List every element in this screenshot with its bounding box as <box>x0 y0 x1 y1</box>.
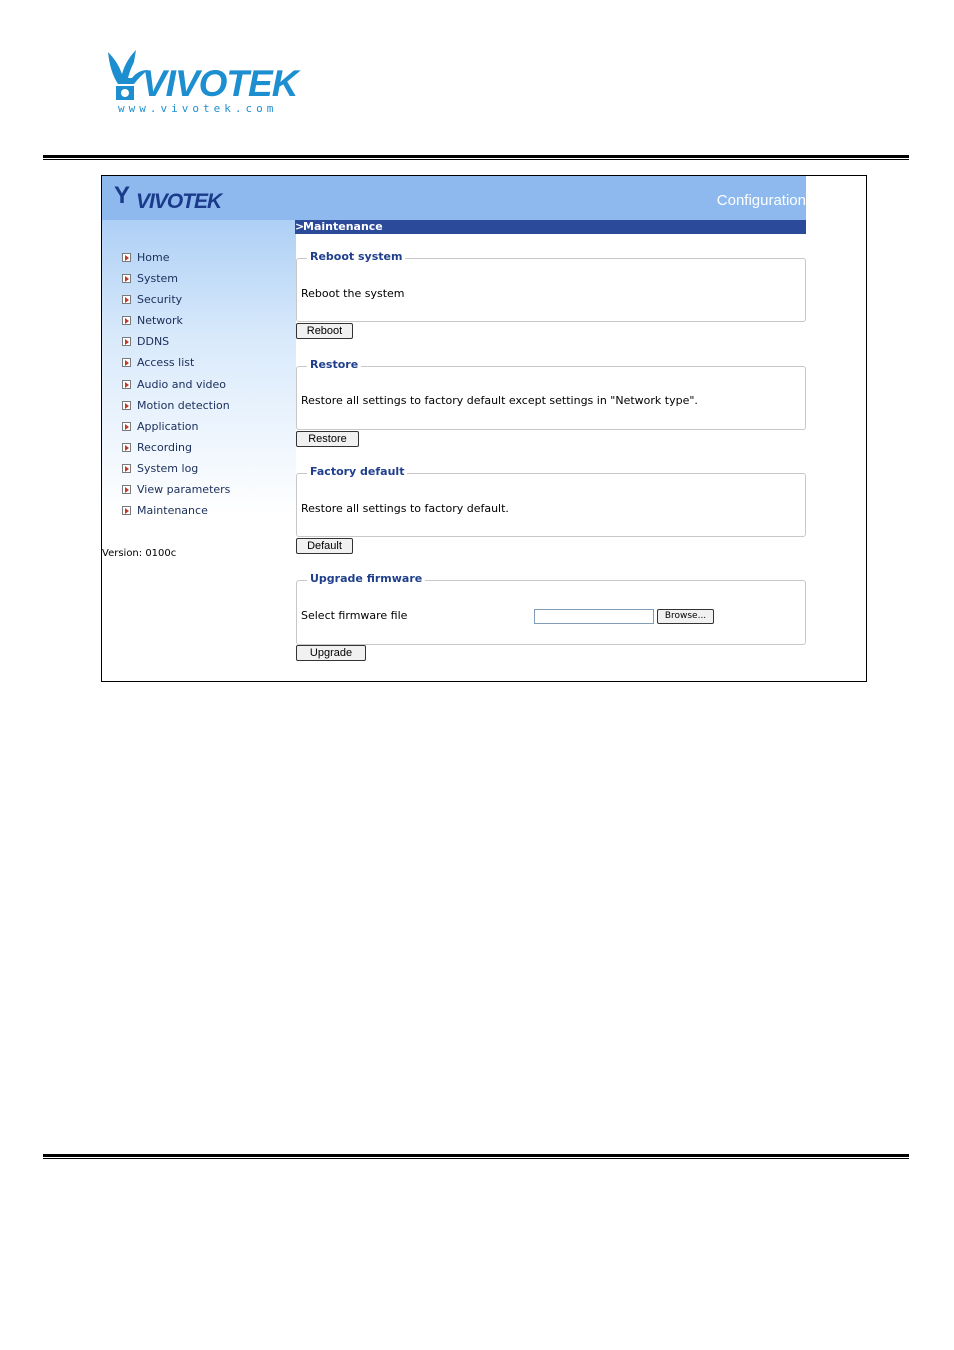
chevron-right-icon: > <box>295 220 305 233</box>
reboot-button[interactable]: Reboot <box>296 323 353 339</box>
restore-group <box>296 358 806 430</box>
arrow-bullet-icon <box>122 253 131 262</box>
arrow-bullet-icon <box>122 443 131 452</box>
restore-description: Restore all settings to factory default except settings in "Network type". <box>301 394 698 407</box>
page-logo-wordmark: VIVOTEK <box>142 63 298 104</box>
arrow-bullet-icon <box>122 485 131 494</box>
app-logo-wordmark: VIVOTEK <box>136 190 222 213</box>
sidebar <box>102 176 296 681</box>
arrow-bullet-icon <box>122 337 131 346</box>
header-bar <box>102 176 806 220</box>
upgrade-firmware-title: Upgrade firmware <box>307 572 425 585</box>
bottom-divider <box>43 1154 909 1159</box>
factory-default-group <box>296 465 806 537</box>
upgrade-firmware-group <box>296 572 806 645</box>
upgrade-button[interactable]: Upgrade <box>296 645 366 661</box>
section-title: Maintenance <box>303 220 383 233</box>
logo-bird-icon: Y <box>114 182 131 209</box>
arrow-bullet-icon <box>122 358 131 367</box>
restore-button[interactable]: Restore <box>296 431 359 447</box>
arrow-bullet-icon <box>122 464 131 473</box>
firmware-file-input[interactable] <box>534 609 654 624</box>
arrow-bullet-icon <box>122 401 131 410</box>
restore-title: Restore <box>307 358 361 371</box>
top-divider <box>43 155 909 160</box>
section-header <box>295 220 806 234</box>
app-logo <box>114 182 244 214</box>
browse-button[interactable]: Browse... <box>657 609 714 624</box>
page-logo-url: www.vivotek.com <box>118 102 278 115</box>
vivotek-page-logo <box>104 46 314 116</box>
config-window: Y VIVOTEK Configuration >Maintenance Home System Security Network DDNS Access list Audio and video Motion detection Application Recording System log View parameters Maintenance Version: 0100c Reboot system Reboot the system Reboot Restore Restore all settings to factory default except settings in "Network type". Restore Factory default Restore all settings to factory default. Default Upgrade firmware Select firmware file Browse... Upgrade <box>101 175 867 682</box>
arrow-bullet-icon <box>122 380 131 389</box>
firmware-file-label: Select firmware file <box>301 609 408 622</box>
default-button[interactable]: Default <box>296 538 353 554</box>
reboot-group <box>296 250 806 322</box>
reboot-title: Reboot system <box>307 250 405 263</box>
factory-default-description: Restore all settings to factory default. <box>301 502 509 515</box>
arrow-bullet-icon <box>122 506 131 515</box>
arrow-bullet-icon <box>122 422 131 431</box>
reboot-description: Reboot the system <box>301 287 405 300</box>
factory-default-title: Factory default <box>307 465 407 478</box>
arrow-bullet-icon <box>122 295 131 304</box>
arrow-bullet-icon <box>122 274 131 283</box>
arrow-bullet-icon <box>122 316 131 325</box>
page-title: Configuration <box>716 192 806 209</box>
firmware-version: Version: 0100c <box>102 548 177 559</box>
